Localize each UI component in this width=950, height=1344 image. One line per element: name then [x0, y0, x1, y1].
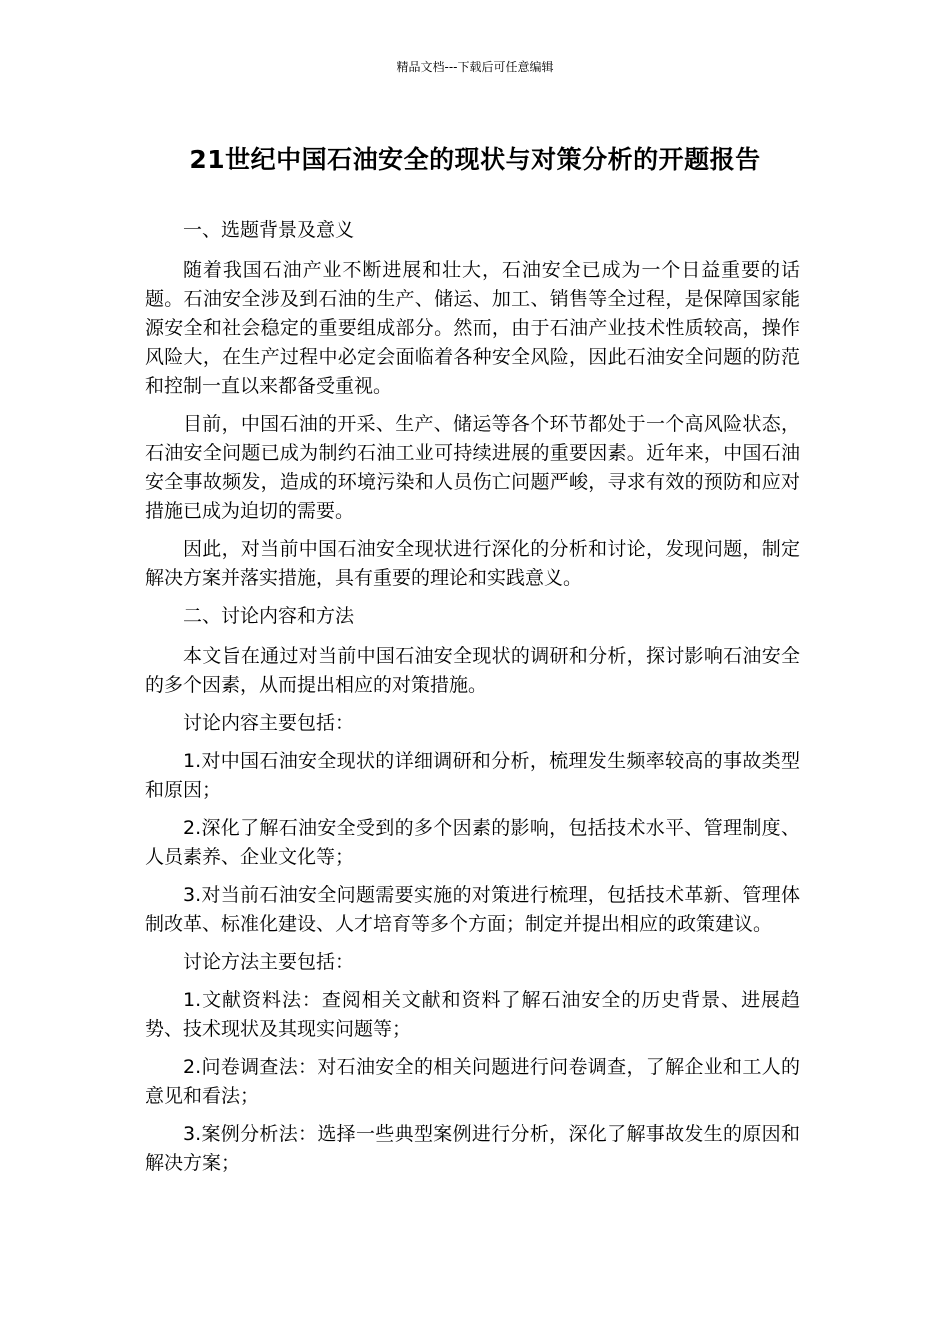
section-heading-content-methods: 二、讨论内容和方法 — [183, 605, 355, 627]
list-item-content-1: 1.对中国石油安全现状的详细调研和分析，梳理发生频率较高的事故类型和原因； — [145, 750, 800, 801]
document-title: 21世纪中国石油安全的现状与对策分析的开题报告 — [189, 145, 761, 174]
paragraph-background-3: 因此，对当前中国石油安全现状进行深化的分析和讨论，发现问题，制定解决方案并落实措施，具有重要的理论和实践意义。 — [145, 538, 800, 589]
paragraph-methods-intro: 讨论方法主要包括： — [183, 951, 355, 973]
list-item-method-2: 2.问卷调查法：对石油安全的相关问题进行问卷调查，了解企业和工人的意见和看法； — [145, 1056, 800, 1107]
list-item-content-3: 3.对当前石油安全问题需要实施的对策进行梳理，包括技术革新、管理体制改革、标准化建设、人才培育等多个方面；制定并提出相应的政策建议。 — [145, 884, 800, 935]
paragraph-background-1: 随着我国石油产业不断进展和壮大，石油安全已成为一个日益重要的话题。石油安全涉及到石油的生产、储运、加工、销售等全过程，是保障国家能源安全和社会稳定的重要组成部分。然而，由于石油产业技术性质较高，操作风险大，在生产过程中必定会面临着各种安全风险，因此石油安全问题的防范和控制一直以来都备受重视。 — [145, 259, 800, 397]
list-item-method-3: 3.案例分析法：选择一些典型案例进行分析，深化了解事故发生的原因和解决方案； — [145, 1123, 800, 1174]
paragraph-research-aim: 本文旨在通过对当前中国石油安全现状的调研和分析，探讨影响石油安全的多个因素，从而提出相应的对策措施。 — [145, 645, 800, 696]
document-body — [145, 216, 800, 1187]
list-item-method-1: 1.文献资料法：查阅相关文献和资料了解石油安全的历史背景、进展趋势、技术现状及其现实问题等； — [145, 989, 800, 1040]
list-item-content-2: 2.深化了解石油安全受到的多个因素的影响，包括技术水平、管理制度、人员素养、企业文化等； — [145, 817, 800, 868]
paragraph-background-2: 目前，中国石油的开采、生产、储运等各个环节都处于一个高风险状态，石油安全问题已成为制约石油工业可持续进展的重要因素。近年来，中国石油安全事故频发，造成的环境污染和人员伤亡问题严峻，寻求有效的预防和应对措施已成为迫切的需要。 — [145, 413, 800, 522]
section-heading-background: 一、选题背景及意义 — [183, 219, 355, 241]
page-header-note: 精品文档---下载后可任意编辑 — [396, 60, 554, 74]
paragraph-content-intro: 讨论内容主要包括： — [183, 712, 355, 734]
